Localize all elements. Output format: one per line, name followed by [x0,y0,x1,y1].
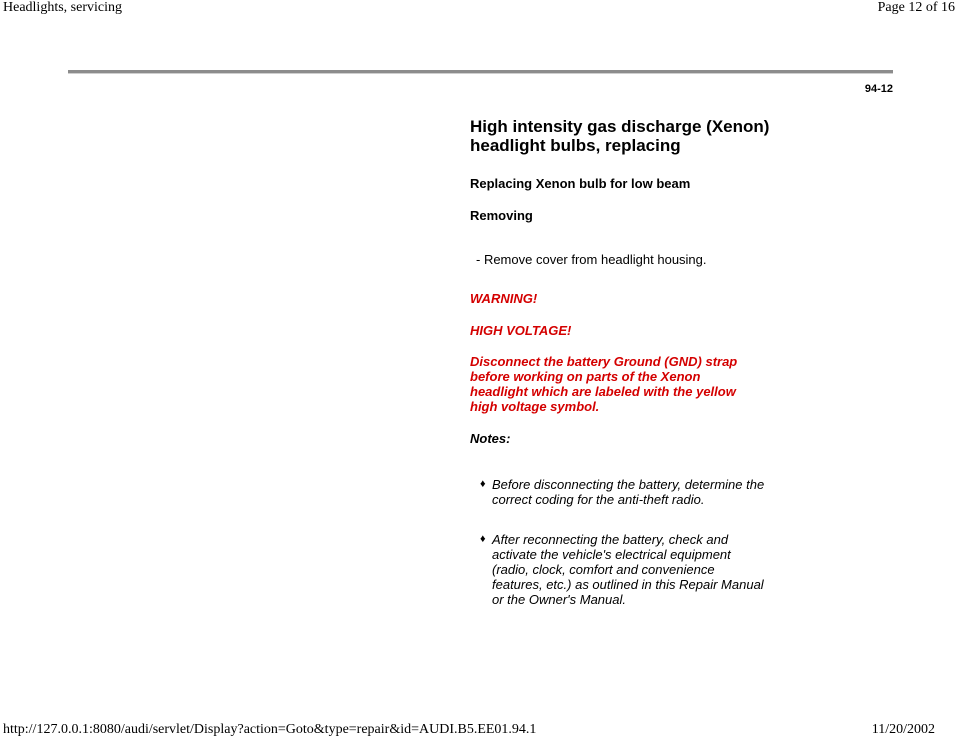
warning-line: high voltage symbol. [470,399,600,414]
note-line: After reconnecting the battery, check and [492,532,729,547]
warning-line: before working on parts of the Xenon [470,369,701,384]
note-line: Before disconnecting the battery, determine the [492,477,765,492]
document-title: Headlights, servicing [3,0,122,15]
subtitle: Replacing Xenon bulb for low beam [470,176,691,191]
section-title-line1: High intensity gas discharge (Xenon) [470,117,770,136]
diamond-bullet-icon: ♦ [480,478,486,490]
warning-text [470,354,820,414]
main-content [470,117,820,607]
removing-heading: Removing [470,208,533,223]
footer-url: http://127.0.0.1:8080/audi/servlet/Display?action=Goto&type=repair&id=AUDI.B5.EE01.94.1 [3,722,537,737]
warning-voltage: HIGH VOLTAGE! [470,323,572,338]
footer-date: 11/20/2002 [871,722,935,737]
note-line: activate the vehicle's electrical equipment [492,547,731,562]
note-line: features, etc.) as outlined in this Repair Manual [492,577,764,592]
section-title-line2: headlight bulbs, replacing [470,136,681,155]
warning-line: Disconnect the battery Ground (GND) strap [470,354,738,369]
warning-line: headlight which are labeled with the yellow [470,384,736,399]
note-item-equipment [470,532,820,607]
section-title [470,117,820,155]
note-line: or the Owner's Manual. [492,592,626,607]
diamond-bullet-icon: ♦ [480,533,486,545]
page-indicator: Page 12 of 16 [877,0,955,15]
note-text [492,477,764,507]
note-line: (radio, clock, comfort and convenience [492,562,715,577]
page-number: 94-12 [864,83,893,95]
step-remove-cover: - Remove cover from headlight housing. [476,252,707,267]
header-divider [68,70,893,74]
note-item-radio [470,477,820,507]
note-text [492,532,764,607]
note-line: correct coding for the anti-theft radio. [492,492,705,507]
warning-label: WARNING! [470,291,538,306]
notes-label: Notes: [470,431,511,446]
